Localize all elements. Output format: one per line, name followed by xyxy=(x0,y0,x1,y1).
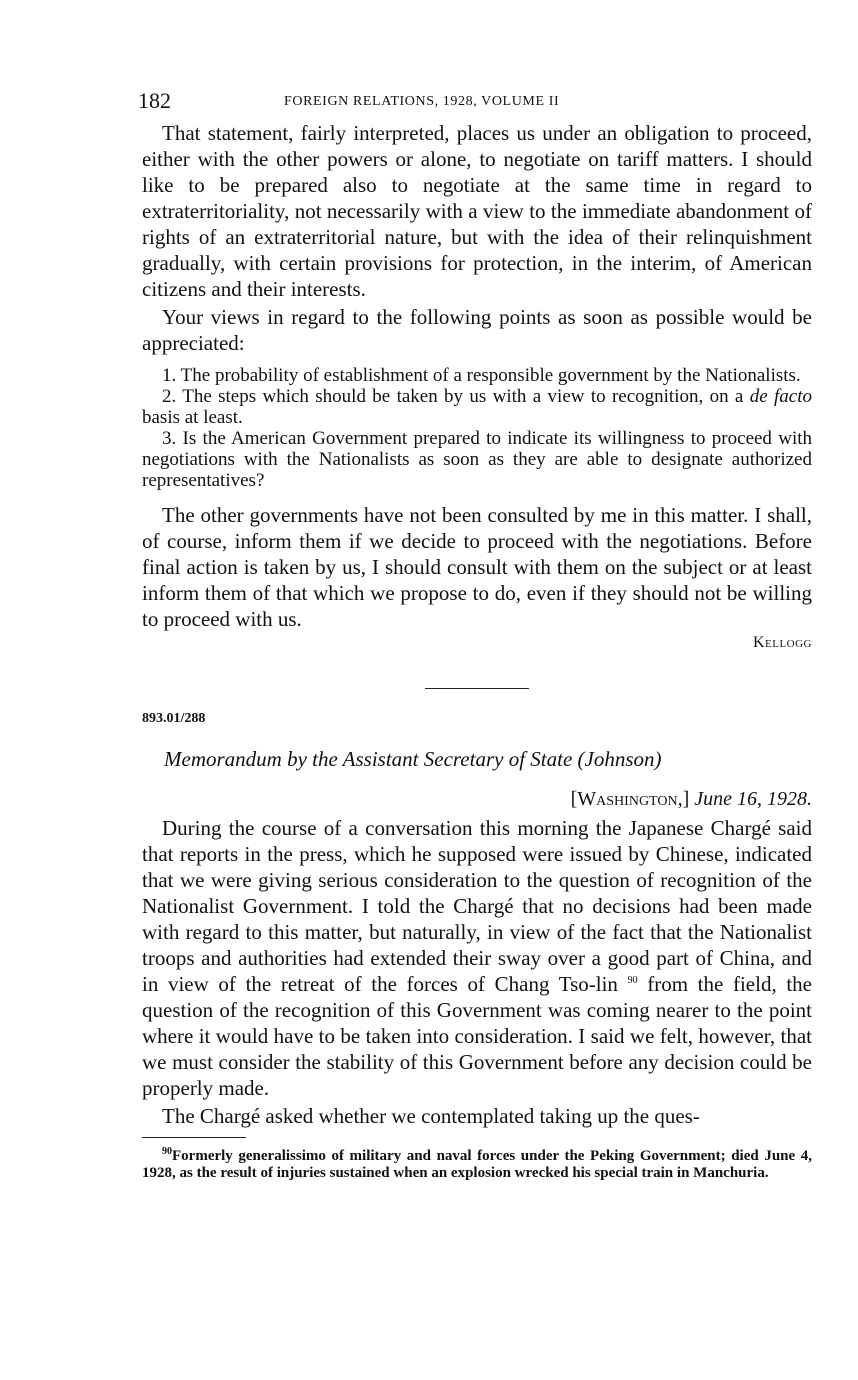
footnote-reference: 90 xyxy=(627,975,638,986)
point-2-italic: de facto xyxy=(749,386,812,407)
document-page xyxy=(138,88,812,1197)
numbered-points xyxy=(142,365,812,491)
dateline-place: [Washington,] xyxy=(570,788,690,810)
file-number: 893.01/288 xyxy=(142,711,206,726)
section-divider xyxy=(425,688,529,689)
running-header xyxy=(138,88,812,118)
memorandum-heading: Memorandum by the Assistant Secretary of State (Johnson) xyxy=(164,747,662,771)
running-title: FOREIGN RELATIONS, 1928, VOLUME II xyxy=(284,94,560,109)
footnote xyxy=(142,1148,812,1182)
letter-paragraph-2: Your views in regard to the following points as soon as possible would be appreciated: xyxy=(142,305,812,355)
memorandum-paragraph-1 xyxy=(142,815,812,1101)
memorandum-paragraph-2: The Chargé asked whether we contemplated taking up the ques- xyxy=(162,1104,700,1128)
footnote-marker: 90 xyxy=(162,1146,172,1157)
dateline xyxy=(142,788,812,811)
footnote-rule xyxy=(142,1137,246,1138)
page-number: 182 xyxy=(138,88,171,113)
point-2 xyxy=(142,386,812,428)
footnote-text: Formerly generalissimo of military and naval forces under the Peking Government; died June 4, 1928, as the result of injuries sustained when an explosion wrecked his special train in Manchuria. xyxy=(142,1148,812,1181)
signature: Kellogg xyxy=(752,634,812,651)
letter-paragraph-1: That statement, fairly interpreted, places us under an obligation to proceed, either with the other powers or alone, to negotiate on tariff matters. I should like to be prepared also to negotiate at the same time in regard to extraterritoriality, not necessarily with a view to the immediate abandonment of rights of an extraterritorial nature, but with the idea of their relinquishment gradually, with certain provisions for protection, in the interim, of American citizens and their interests. xyxy=(142,121,812,301)
point-3: 3. Is the American Government prepared to indicate its willingness to proceed with negotiations with the Nationalists as soon as they are able to designate authorized representatives? xyxy=(142,428,812,491)
memorandum-paragraph-1-before: During the course of a conversation this morning the Japanese Chargé said that reports in the press, which he supposed were issued by Chinese, indicated that we were giving serious consideration to the question of recognition of the Nationalist Government. I told the Chargé that no decisions had been made with regard to this matter, but naturally, in view of the fact that the Nationalist troops and authorities had extended their sway over a good part of China, and in view of the retreat of the forces of Chang Tso-lin xyxy=(142,816,812,996)
point-2-text-after: basis at least. xyxy=(142,407,243,428)
point-2-text-before: 2. The steps which should be taken by us with a view to recognition, on a xyxy=(162,386,750,407)
point-1: 1. The probability of establishment of a responsible government by the Nationalists. xyxy=(162,365,801,386)
letter-closing-paragraph: The other governments have not been consulted by me in this matter. I shall, of course, inform them if we decide to proceed with the negotiations. Before final action is taken by us, I should consult with them on the subject or at least inform them of that which we propose to do, even if they should not be willing to proceed with us. xyxy=(142,503,812,631)
memorandum-paragraph-1-after: from the field, the question of the recognition of this Government was coming nearer to the point where it would have to be taken into consideration. I said we felt, however, that we must consider the stability of this Government before any decision could be properly made. xyxy=(142,972,812,1100)
dateline-date: June 16, 1928. xyxy=(694,788,812,810)
